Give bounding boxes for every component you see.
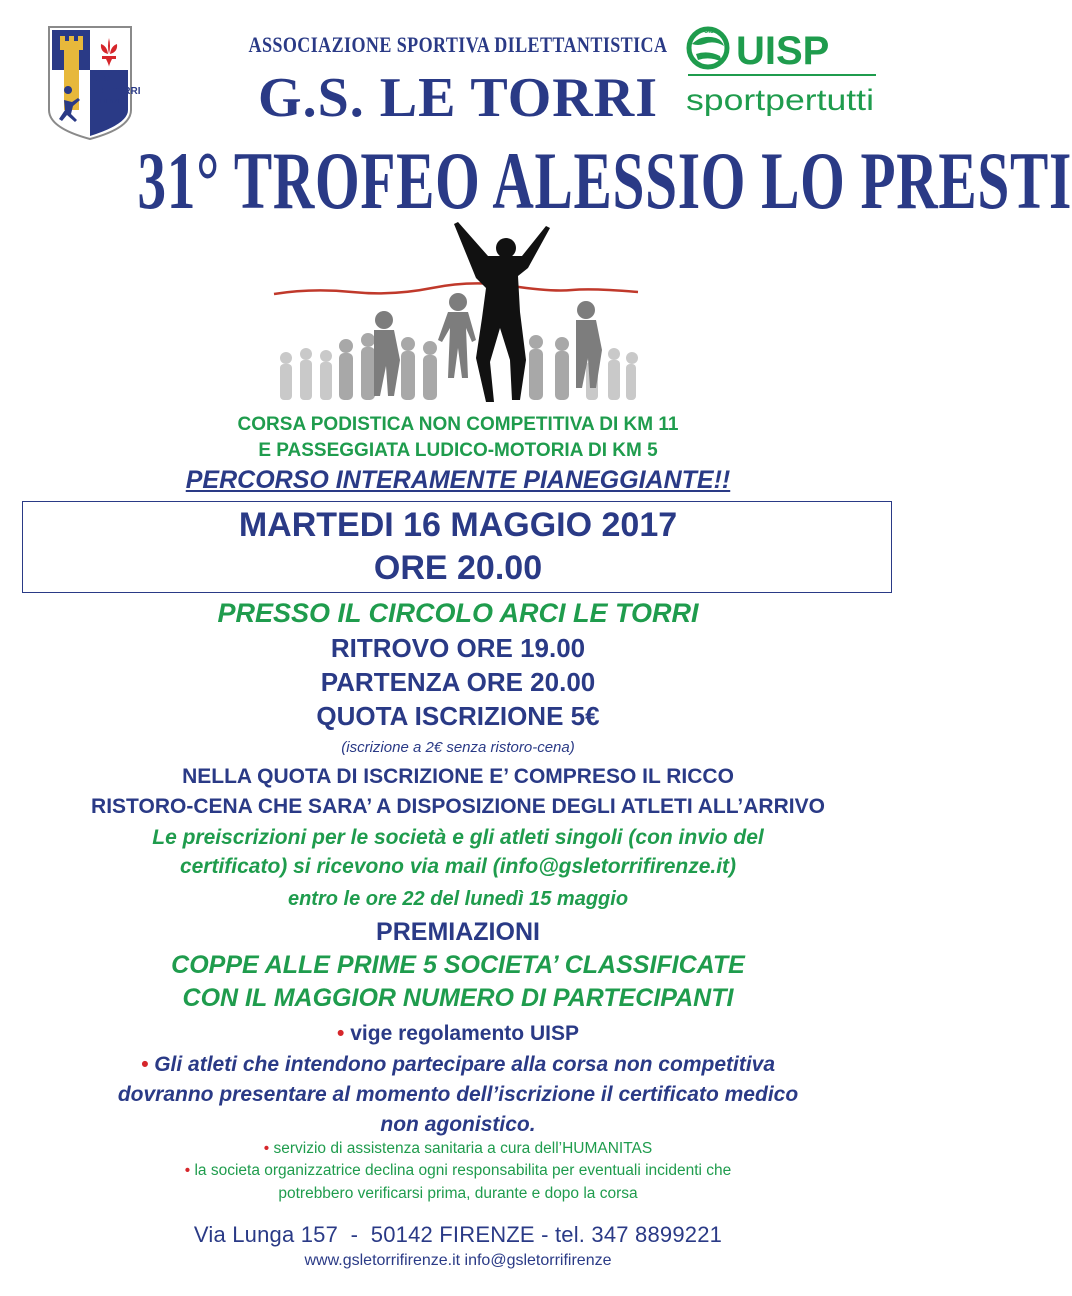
logo-text-letorri: LE TORRI [94,86,141,97]
uisp-logo [684,24,880,124]
footer-web: www.gsletorrifirenze.it info@gsletorrifirenze [304,1252,612,1269]
fee-includes-line1: NELLA QUOTA DI ISCRIZIONE E’ COMPRESO IL RICCO [182,765,734,788]
awards-line1: COPPE ALLE PRIME 5 SOCIETA’ CLASSIFICATE [171,951,745,979]
medical-line3: non agonistico. [380,1113,536,1136]
event-venue: PRESSO IL CIRCOLO ARCI LE TORRI [217,598,699,628]
disclaimer-line2: potrebbero verificarsi prima, durante e dopo la corsa [278,1185,638,1202]
race-description-line2: E PASSEGGIATA LUDICO-MOTORIA DI KM 5 [258,440,658,461]
logo-text-gs: G.S. [94,74,113,84]
rule-uisp-text: vige regolamento UISP [350,1022,579,1045]
logo-text-firenze: FIRENZE [96,99,122,105]
uisp-small-label: UISP [704,29,719,35]
medical-line1-text: Gli atleti che intendono partecipare alla corsa non competitiva [154,1053,776,1076]
fee-note: (iscrizione a 2€ senza ristoro-cena) [341,739,575,756]
preregistration-line1: Le preiscrizioni per le società e gli atleti singoli (con invio del [152,826,764,849]
association-name: ASSOCIAZIONE SPORTIVA DILETTANTISTICA [248,32,668,57]
event-title: 31° TROFEO ALESSIO LO PRESTI [137,135,1072,226]
awards-line2: CON IL MAGGIOR NUMERO DI PARTECIPANTI [182,984,734,1012]
medical-assistance-text: servizio di assistenza sanitaria a cura dell’HUMANITAS [273,1140,653,1157]
medical-line1 [0,1053,916,1077]
bullet-icon: • [263,1140,270,1157]
start-time: PARTENZA ORE 20.00 [320,667,596,697]
preregistration-line2: certificato) si ricevono via mail (info@gsletorrifirenze.it) [179,855,737,878]
disclaimer-line1 [0,1162,916,1180]
registration-fee: QUOTA ISCRIZIONE 5€ [316,701,600,731]
uisp-tagline-text: sportpertutti [686,84,874,117]
bullet-icon: • [337,1022,345,1045]
runners-finish-line-icon [272,218,640,410]
medical-assistance [0,1140,916,1158]
bullet-icon: • [184,1162,191,1179]
meeting-time: RITROVO ORE 19.00 [330,633,586,663]
awards-heading: PREMIAZIONI [376,918,540,946]
uisp-brand-text: UISP [736,29,830,73]
rule-uisp [0,1022,916,1046]
event-date: MARTEDI 16 MAGGIO 2017 [238,506,678,544]
medical-line2: dovranno presentare al momento dell’iscrizione il certificato medico [117,1083,799,1106]
event-time: ORE 20.00 [373,549,543,587]
fee-includes-line2: RISTORO-CENA CHE SARA’ A DISPOSIZIONE DEGLI ATLETI ALL’ARRIVO [91,795,825,818]
preregistration-deadline: entro le ore 22 del lunedì 15 maggio [287,888,629,910]
club-name: G.S. LE TORRI [258,67,658,129]
terrain-note: PERCORSO INTERAMENTE PIANEGGIANTE!! [185,466,731,494]
race-description-line1: CORSA PODISTICA NON COMPETITIVA DI KM 11 [237,414,679,435]
footer-address: Via Lunga 157 - 50142 FIRENZE - tel. 347 8899221 [193,1222,723,1247]
disclaimer-line1-text: la societa organizzatrice declina ogni responsabilita per eventuali incidenti che [194,1162,732,1179]
bullet-icon: • [140,1053,149,1076]
